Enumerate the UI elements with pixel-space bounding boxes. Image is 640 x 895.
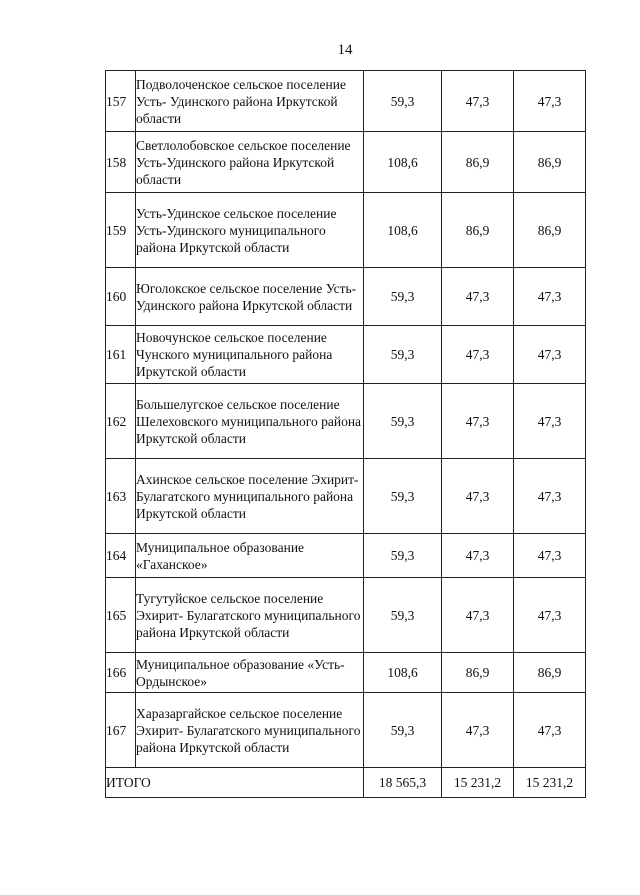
table-row [106,326,586,384]
value-col-3: 47,3 [514,578,586,653]
value-col-1: 59,3 [364,71,442,132]
value-col-2: 47,3 [442,459,514,534]
value-col-3: 47,3 [514,459,586,534]
budget-table [105,70,586,798]
table-row [106,578,586,653]
row-number: 167 [106,693,136,768]
row-number: 163 [106,459,136,534]
value-col-1: 59,3 [364,268,442,326]
settlement-name: Ахинское сельское поселение Эхирит-Булагатского муниципального района Иркутской области [136,459,364,534]
row-number: 166 [106,653,136,693]
table-row [106,459,586,534]
table-row [106,193,586,268]
value-col-1: 59,3 [364,384,442,459]
row-number: 162 [106,384,136,459]
value-col-3: 47,3 [514,534,586,578]
value-col-2: 86,9 [442,193,514,268]
table-row [106,268,586,326]
value-col-1: 108,6 [364,653,442,693]
table-row [106,71,586,132]
row-number: 158 [106,132,136,193]
value-col-3: 47,3 [514,71,586,132]
table-row [106,132,586,193]
row-number: 157 [106,71,136,132]
value-col-2: 86,9 [442,132,514,193]
total-label: ИТОГО [106,768,364,798]
settlement-name: Муниципальное образование «Гаханское» [136,534,364,578]
page-number: 14 [337,42,353,58]
total-value-col-3: 15 231,2 [514,768,586,798]
value-col-1: 108,6 [364,132,442,193]
value-col-3: 47,3 [514,693,586,768]
value-col-1: 59,3 [364,534,442,578]
value-col-2: 47,3 [442,384,514,459]
table-row [106,693,586,768]
value-col-3: 47,3 [514,268,586,326]
settlement-name: Тугутуйское сельское поселение Эхирит- Булагатского муниципального района Иркутской области [136,578,364,653]
value-col-1: 59,3 [364,459,442,534]
value-col-1: 59,3 [364,326,442,384]
settlement-name: Светлолобовское сельское поселение Усть-Удинского района Иркутской области [136,132,364,193]
value-col-2: 47,3 [442,71,514,132]
value-col-2: 86,9 [442,653,514,693]
row-number: 159 [106,193,136,268]
value-col-3: 47,3 [514,326,586,384]
value-col-2: 47,3 [442,268,514,326]
value-col-2: 47,3 [442,693,514,768]
value-col-1: 59,3 [364,578,442,653]
value-col-1: 108,6 [364,193,442,268]
value-col-2: 47,3 [442,326,514,384]
total-row [106,768,586,798]
table-row [106,384,586,459]
table-body [106,71,586,798]
settlement-name: Харазаргайское сельское поселение Эхирит- Булагатского муниципального района Иркутской области [136,693,364,768]
value-col-2: 47,3 [442,534,514,578]
settlement-name: Большелугское сельское поселение Шелеховского муниципального района Иркутской области [136,384,364,459]
row-number: 160 [106,268,136,326]
value-col-3: 86,9 [514,132,586,193]
table-row [106,653,586,693]
row-number: 164 [106,534,136,578]
value-col-3: 47,3 [514,384,586,459]
row-number: 161 [106,326,136,384]
total-value-col-1: 18 565,3 [364,768,442,798]
value-col-3: 86,9 [514,653,586,693]
value-col-2: 47,3 [442,578,514,653]
value-col-1: 59,3 [364,693,442,768]
total-value-col-2: 15 231,2 [442,768,514,798]
settlement-name: Усть-Удинское сельское поселение Усть-Удинского муниципального района Иркутской области [136,193,364,268]
value-col-3: 86,9 [514,193,586,268]
settlement-name: Новочунское сельское поселение Чунского муниципального района Иркутской области [136,326,364,384]
settlement-name: Муниципальное образование «Усть-Ордынское» [136,653,364,693]
settlement-name: Юголокское сельское поселение Усть-Удинского района Иркутской области [136,268,364,326]
table-row [106,534,586,578]
row-number: 165 [106,578,136,653]
settlement-name: Подволоченское сельское поселение Усть- Удинского района Иркутской области [136,71,364,132]
